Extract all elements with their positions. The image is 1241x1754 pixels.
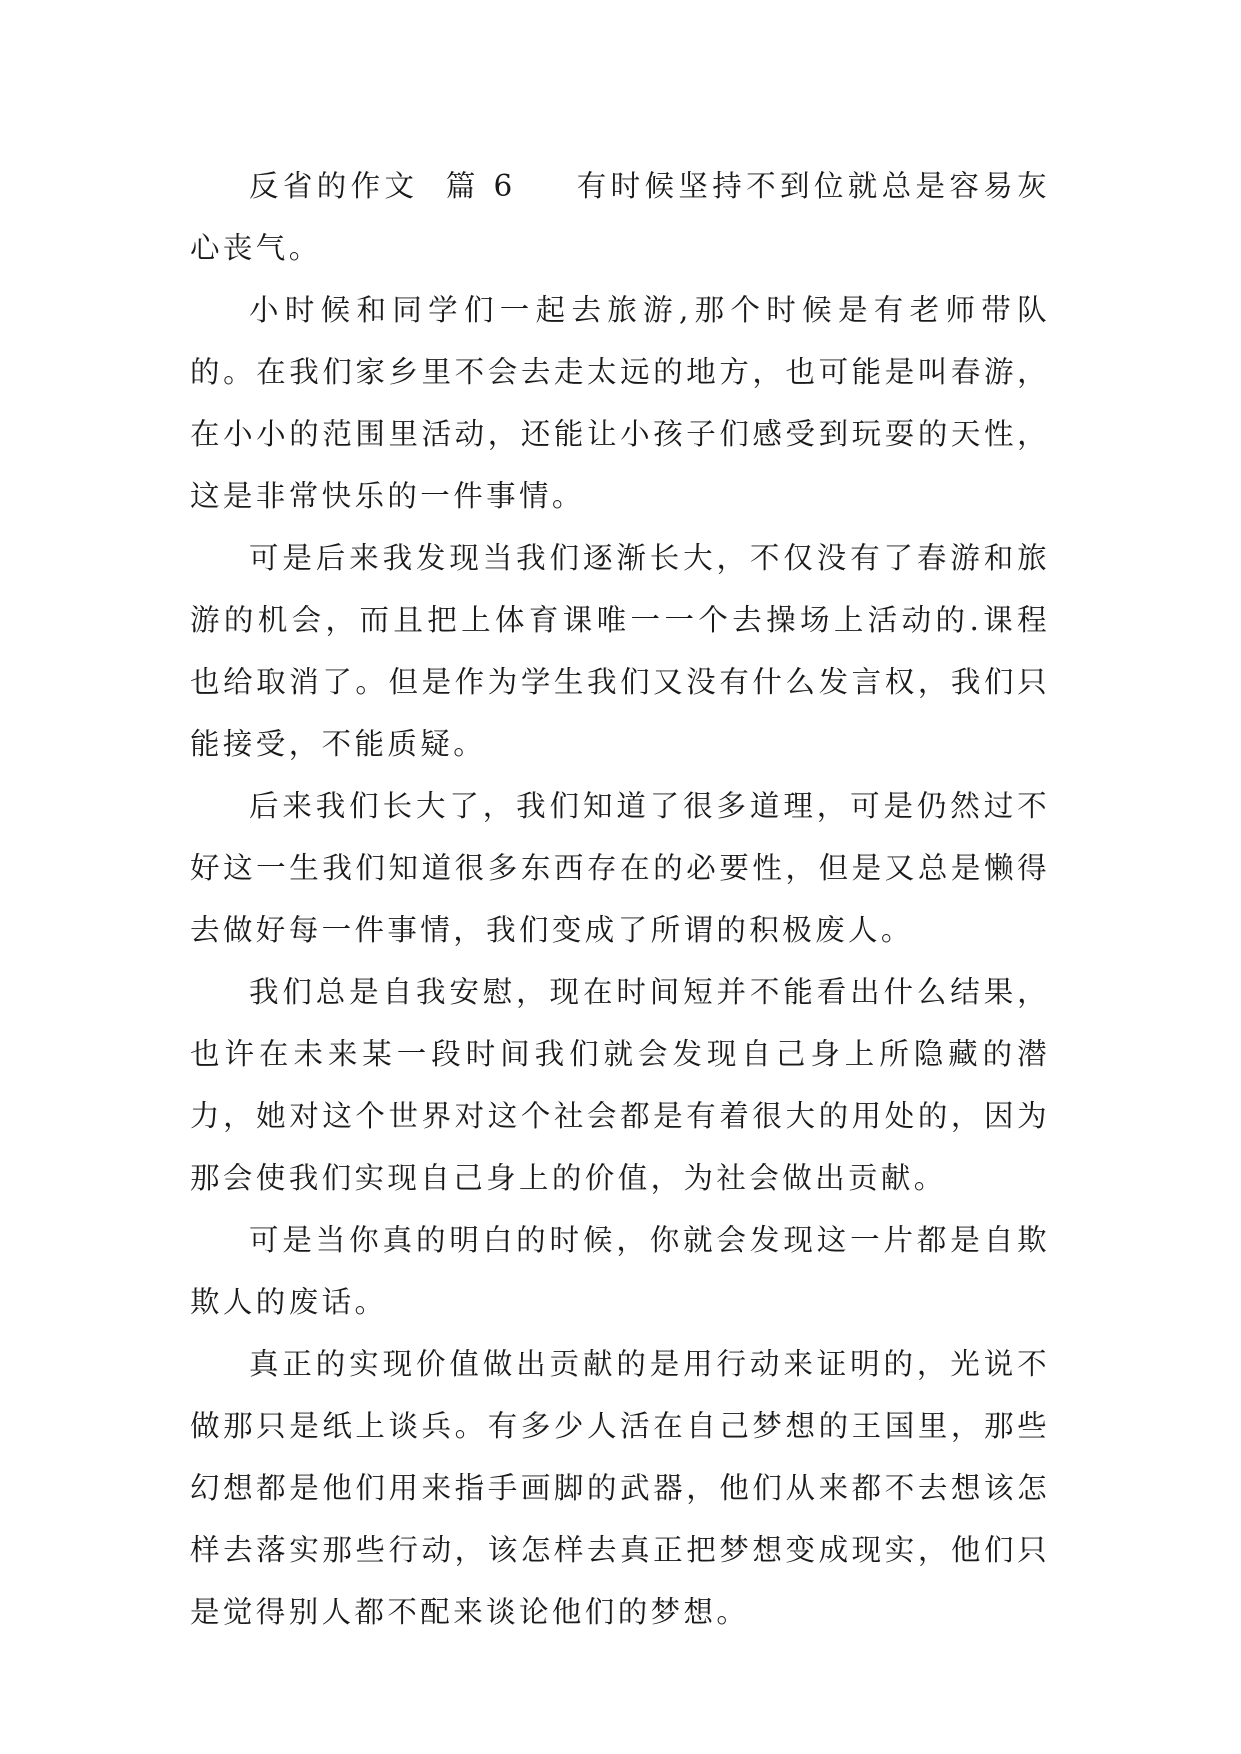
- body-paragraph: 真正的实现价值做出贡献的是用行动来证明的，光说不做那只是纸上谈兵。有多少人活在自己梦想的王国里，那些幻想都是他们用来指手画脚的武器，他们从来都不去想该怎样去落实那些行动，该怎样去真正把梦想变成现实，他们只是觉得别人都不配来谈论他们的梦想。: [190, 1347, 1050, 1629]
- body-paragraph: 可是当你真的明白的时候，你就会发现这一片都是自欺欺人的废话。: [190, 1223, 1050, 1319]
- body-paragraph: 可是后来我发现当我们逐渐长大，不仅没有了春游和旅游的机会，而且把上体育课唯一一个去操场上活动的.课程也给取消了。但是作为学生我们又没有什么发言权，我们只能接受，不能质疑。: [190, 541, 1050, 761]
- section-label: 篇 6: [445, 169, 516, 203]
- document-body: [190, 155, 1050, 1643]
- body-paragraph: 后来我们长大了，我们知道了很多道理，可是仍然过不好这一生我们知道很多东西存在的必要性，但是又总是懒得去做好每一件事情，我们变成了所谓的积极废人。: [190, 789, 1050, 947]
- lead-text: 有时候坚持不到位就总是容易灰心丧气。: [190, 169, 1050, 265]
- essay-title: 反省的作文: [249, 169, 419, 203]
- body-paragraph: 小时候和同学们一起去旅游,那个时候是有老师带队的。在我们家乡里不会去走太远的地方，也可能是叫春游，在小小的范围里活动，还能让小孩子们感受到玩耍的天性，这是非常快乐的一件事情。: [190, 293, 1050, 513]
- heading-paragraph: [190, 155, 1050, 279]
- body-paragraph: 我们总是自我安慰，现在时间短并不能看出什么结果，也许在未来某一段时间我们就会发现自己身上所隐藏的潜力，她对这个世界对这个社会都是有着很大的用处的，因为那会使我们实现自己身上的价值，为社会做出贡献。: [190, 975, 1050, 1195]
